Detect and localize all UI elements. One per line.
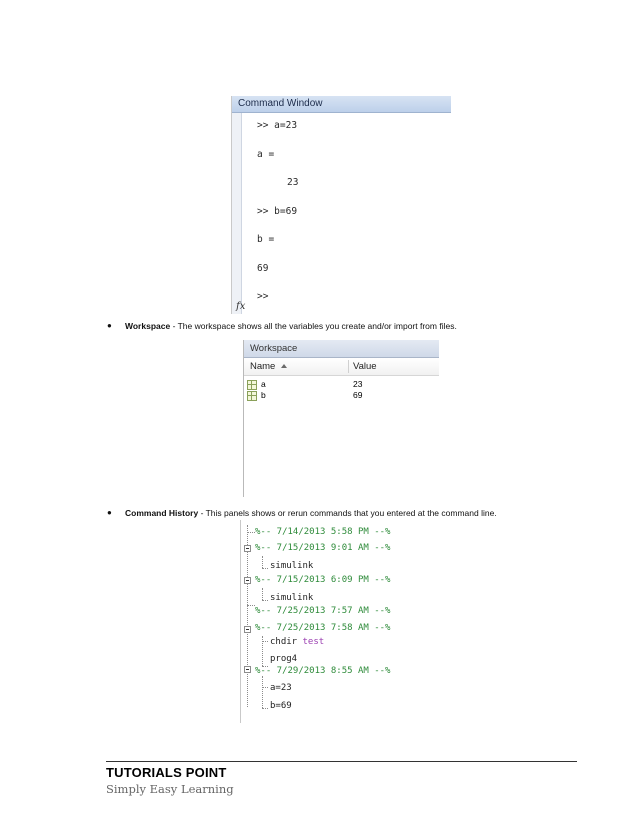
- history-command[interactable]: [270, 634, 324, 650]
- collapse-icon[interactable]: [244, 666, 251, 673]
- variable-icon: [247, 380, 257, 390]
- history-session-header[interactable]: %-- 7/15/2013 6:09 PM --%: [255, 575, 391, 585]
- collapse-icon[interactable]: [244, 626, 251, 633]
- command-window-gutter: [232, 113, 242, 314]
- bullet-icon: ●: [107, 508, 112, 517]
- variable-value: 23: [353, 379, 363, 389]
- variable-name: a: [261, 379, 266, 389]
- tree-child-branch: [262, 600, 268, 601]
- history-term: Command History: [125, 508, 199, 518]
- variable-value: 69: [353, 390, 363, 400]
- sort-ascending-icon: [281, 364, 287, 368]
- command-window-body[interactable]: [232, 113, 451, 314]
- history-session-header[interactable]: %-- 7/25/2013 7:58 AM --%: [255, 623, 391, 633]
- footer-divider: [106, 761, 577, 762]
- tree-branch-line: [247, 532, 255, 533]
- collapse-icon[interactable]: [244, 545, 251, 552]
- history-session-header[interactable]: %-- 7/29/2013 8:55 AM --%: [255, 666, 391, 676]
- tree-child-branch: [262, 568, 268, 569]
- tree-child-line: [262, 556, 263, 568]
- workspace-panel: [243, 340, 439, 497]
- tree-child-line: [262, 676, 263, 708]
- history-session-header[interactable]: %-- 7/25/2013 7:57 AM --%: [255, 606, 391, 616]
- history-command-text: chdir: [270, 637, 298, 647]
- command-line: >> a=23: [257, 120, 298, 131]
- command-line: >> b=69: [257, 206, 298, 217]
- tree-child-branch: [262, 708, 268, 709]
- history-command-argument: test: [302, 637, 325, 647]
- history-command[interactable]: a=23: [270, 683, 292, 693]
- history-command[interactable]: simulink: [270, 561, 314, 571]
- history-command[interactable]: simulink: [270, 593, 314, 603]
- workspace-row[interactable]: [244, 390, 439, 401]
- footer-title: TUTORIALS POINT: [106, 765, 227, 780]
- workspace-description: - The workspace shows all the variables you create and/or import from files.: [170, 321, 457, 331]
- history-command[interactable]: b=69: [270, 701, 292, 711]
- bullet-icon: ●: [107, 321, 112, 330]
- workspace-term: Workspace: [125, 321, 171, 331]
- footer-subtitle: Simply Easy Learning: [106, 782, 234, 796]
- collapse-icon[interactable]: [244, 577, 251, 584]
- column-header-name[interactable]: Name: [250, 358, 287, 375]
- tree-child-branch: [262, 641, 268, 642]
- command-window-panel: [231, 96, 451, 314]
- variable-icon: [247, 391, 257, 401]
- history-session-header[interactable]: %-- 7/15/2013 9:01 AM --%: [255, 543, 391, 553]
- command-output: 23: [287, 177, 299, 188]
- variable-name: b: [261, 390, 266, 400]
- command-line: b =: [257, 234, 275, 245]
- tree-child-line: [262, 588, 263, 600]
- fx-icon[interactable]: fx: [236, 301, 246, 312]
- tree-child-branch: [262, 687, 268, 688]
- history-description: - This panels shows or rerun commands that you entered at the command line.: [198, 508, 497, 518]
- history-session-header[interactable]: %-- 7/14/2013 5:58 PM --%: [255, 527, 391, 537]
- command-window-title: Command Window: [232, 96, 451, 113]
- command-line: a =: [257, 149, 275, 160]
- column-divider[interactable]: [348, 360, 349, 373]
- command-history-panel: [240, 520, 439, 723]
- workspace-bullet-text: [125, 321, 457, 331]
- workspace-title: Workspace: [244, 340, 439, 358]
- command-prompt[interactable]: >>: [257, 291, 269, 302]
- column-header-value[interactable]: Value: [353, 361, 377, 372]
- workspace-header: [244, 358, 439, 376]
- workspace-row[interactable]: [244, 379, 439, 390]
- history-command[interactable]: prog4: [270, 654, 298, 664]
- tree-trunk-line: [247, 525, 248, 707]
- command-output: 69: [257, 263, 269, 274]
- tree-branch-line: [247, 605, 255, 606]
- history-bullet-text: [125, 508, 497, 518]
